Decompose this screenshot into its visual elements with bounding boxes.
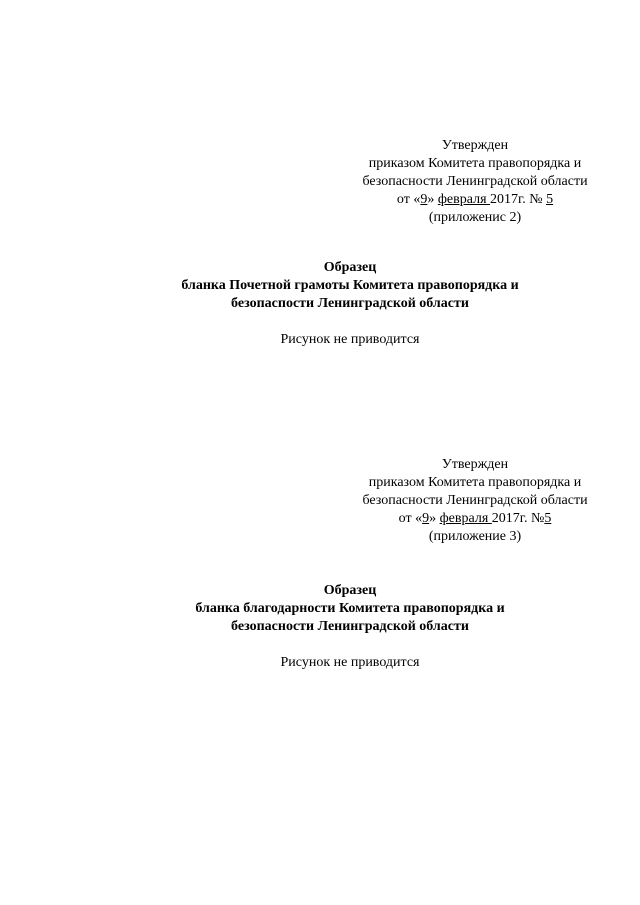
date-prefix: от «: [396, 192, 421, 207]
order-line-2: безопасности Ленинградской области: [362, 174, 588, 189]
date-mid: »: [427, 192, 438, 207]
sample-title-line-2: бланка благодарности Комитета правопорядка и: [195, 601, 505, 616]
date-prefix: от «: [398, 511, 423, 526]
approval-block-appendix-2: [310, 137, 640, 227]
figure-not-provided-note: Рисунок не приводится: [280, 332, 420, 347]
date-day: 9: [422, 511, 430, 526]
sample-title-line-3: безопасности Ленинградской области: [231, 619, 469, 634]
figure-not-provided-note: Рисунок не приводится: [280, 655, 420, 670]
date-day: 9: [420, 192, 428, 207]
order-date-line: [310, 191, 640, 209]
date-year: 2017г. №: [491, 511, 545, 526]
date-month: февраля: [439, 511, 492, 526]
approved-label: Утвержден: [441, 457, 509, 472]
sample-title-line-2: бланка Почетной грамоты Комитета правопорядка и: [181, 278, 519, 293]
order-number: 5: [546, 192, 554, 207]
appendix-label: (приложенис 2): [428, 210, 522, 225]
sample-title-line-3: безопаспости Ленинградской области: [231, 296, 469, 311]
appendix-label: (приложение 3): [428, 529, 522, 544]
date-month: февраля: [437, 192, 491, 207]
order-line-1: приказом Комитета правопорядка и: [368, 475, 582, 490]
sample-title: Образец: [323, 583, 377, 598]
sample-title: Образец: [323, 260, 377, 275]
sample-section-appendix-2: [120, 259, 580, 349]
approval-block-appendix-3: [310, 456, 640, 546]
date-mid: »: [429, 511, 440, 526]
approved-label: Утвержден: [441, 138, 509, 153]
order-number: 5: [544, 511, 552, 526]
sample-section-appendix-3: [120, 582, 580, 672]
order-line-1: приказом Комитета правопорядка и: [368, 156, 582, 171]
order-date-line: [310, 510, 640, 528]
date-year: 2017г. №: [490, 192, 547, 207]
order-line-2: безопасности Ленинградской области: [362, 493, 588, 508]
